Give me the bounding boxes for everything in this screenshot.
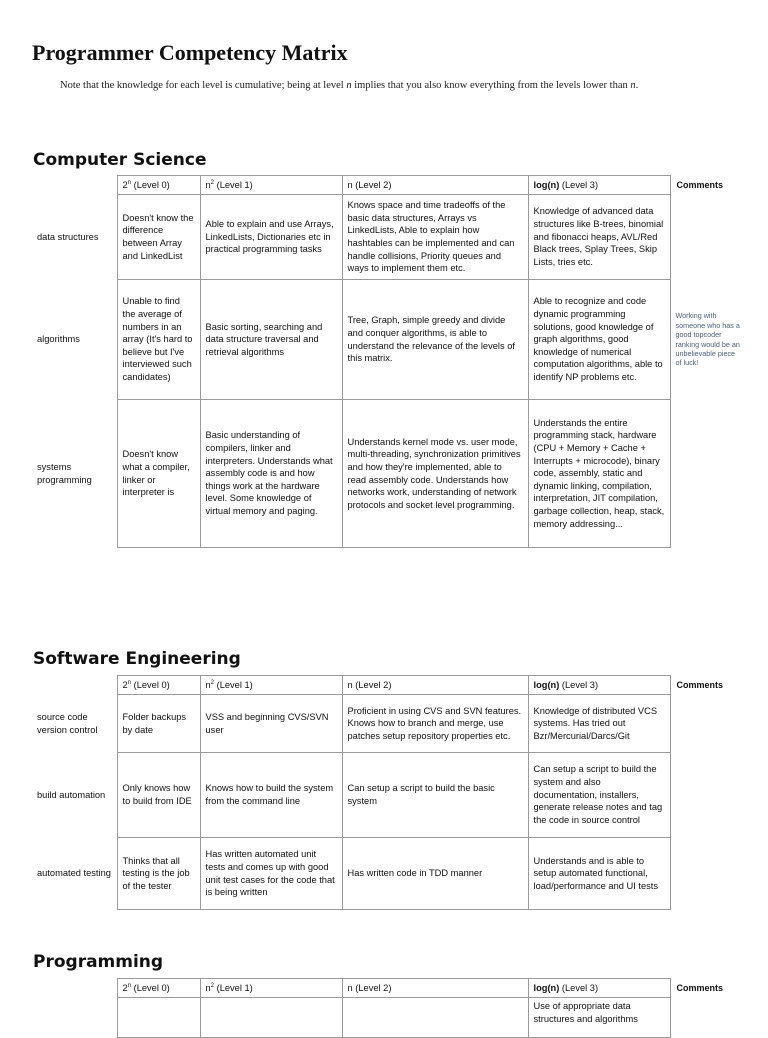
- comment-cell: [670, 998, 742, 1038]
- header-row: [33, 979, 742, 998]
- level-1-cell: [200, 998, 342, 1038]
- matrix-table-programming: [33, 978, 742, 1038]
- level-1-cell: Basic sorting, searching and data structure traversal and retrieval algorithms: [200, 280, 342, 400]
- level-0-cell: Unable to find the average of numbers in an array (It's hard to believe but I've interviewed such candidates): [117, 280, 200, 400]
- level-1-cell: Able to explain and use Arrays, LinkedLists, Dictionaries etc in practical programming tasks: [200, 195, 342, 280]
- level-2-cell: Can setup a script to build the basic system: [342, 753, 528, 838]
- header-level-3: log(n) (Level 3): [528, 676, 670, 695]
- level-2-cell: Tree, Graph, simple greedy and divide and conquer algorithms, is able to understand the relevance of the levels of this matrix.: [342, 280, 528, 400]
- level-1-cell: VSS and beginning CVS/SVN user: [200, 695, 342, 753]
- header-comments: Comments: [676, 679, 724, 690]
- header-level-2: n (Level 2): [342, 176, 528, 195]
- header-level-1: $n^2$ (Level 1): [200, 176, 342, 195]
- section-title-programming: Programming: [33, 952, 164, 972]
- matrix-table-software-engineering: [33, 675, 742, 910]
- level-3-cell: Knowledge of advanced data structures like B-trees, binomial and fibonacci heaps, AVL/Red Black trees, Splay Trees, Skip Lists, tries etc.: [528, 195, 670, 280]
- matrix-table-computer-science: [33, 175, 742, 548]
- table-row: [33, 998, 742, 1038]
- comment-cell: Working with someone who has a good topcoder ranking would be an unbelievable piece of luck!: [675, 311, 740, 368]
- level-0-cell: Only knows how to build from IDE: [117, 753, 200, 838]
- table-row: [33, 195, 742, 280]
- row-label: source code version control: [37, 711, 98, 735]
- level-0-cell: Doesn't know the difference between Array and LinkedList: [117, 195, 200, 280]
- level-2-cell: Knows space and time tradeoffs of the basic data structures, Arrays vs LinkedLists, Able to explain how hashtables can be implemented and can handle collisions, Priority queues and ways to implement them etc.: [342, 195, 528, 280]
- row-label: systems programming: [37, 461, 92, 485]
- table-row: [33, 838, 742, 910]
- table-row: [33, 280, 742, 400]
- level-3-cell: Understands the entire programming stack, hardware (CPU + Memory + Cache + Interrupts + microcode), binary code, assembly, static and dynamic linking, compilation, interpretation, JIT compilation, garbage collection, heap, stack, memory addressing...: [528, 400, 670, 548]
- level-0-cell: [117, 998, 200, 1038]
- header-comments: Comments: [676, 982, 724, 993]
- level-3-cell: Able to recognize and code dynamic programming solutions, good knowledge of graph algorithms, good knowledge of numerical computation algorithms, able to identify NP problems etc.: [528, 280, 670, 400]
- level-3-cell: Knowledge of distributed VCS systems. Has tried out Bzr/Mercurial/Darcs/Git: [528, 695, 670, 753]
- comment-cell: [670, 753, 742, 838]
- page-title: Programmer Competency Matrix: [32, 40, 348, 65]
- level-2-cell: Understands kernel mode vs. user mode, multi-threading, synchronization primitives and how they're implemented, able to read assembly code. Understands how networks work, understanding of network protocols and socket level programming.: [342, 400, 528, 548]
- header-level-3: log(n) (Level 3): [528, 979, 670, 998]
- level-1-cell: Knows how to build the system from the command line: [200, 753, 342, 838]
- level-0-cell: Thinks that all testing is the job of the tester: [117, 838, 200, 910]
- row-label: data structures: [37, 231, 99, 242]
- level-2-cell: [342, 998, 528, 1038]
- section-title-computer-science: Computer Science: [33, 150, 207, 170]
- level-3-cell: Use of appropriate data structures and algorithms: [528, 998, 670, 1038]
- header-level-2: n (Level 2): [342, 979, 528, 998]
- level-2-cell: Has written code in TDD manner: [342, 838, 528, 910]
- comment-cell: [670, 838, 742, 910]
- header-level-0: 2$^n$ (Level 0): [117, 676, 200, 695]
- header-row: [33, 176, 742, 195]
- header-level-1: $n^2$ (Level 1): [200, 676, 342, 695]
- header-level-0: 2$^n$ (Level 0): [117, 176, 200, 195]
- header-level-0: 2$^n$ (Level 0): [117, 979, 200, 998]
- header-level-2: n (Level 2): [342, 676, 528, 695]
- table-row: [33, 753, 742, 838]
- level-0-cell: Doesn't know what a compiler, linker or interpreter is: [117, 400, 200, 548]
- header-level-3: log(n) (Level 3): [528, 176, 670, 195]
- level-1-cell: Basic understanding of compilers, linker and interpreters. Understands what assembly code is and how things work at the hardware level. Some knowledge of virtual memory and paging.: [200, 400, 342, 548]
- level-1-cell: Has written automated unit tests and comes up with good unit test cases for the code that is being written: [200, 838, 342, 910]
- table-row: [33, 400, 742, 548]
- header-level-1: $n^2$ (Level 1): [200, 979, 342, 998]
- level-3-cell: Understands and is able to setup automated functional, load/performance and UI tests: [528, 838, 670, 910]
- row-label: automated testing: [37, 868, 111, 879]
- header-comments: Comments: [676, 179, 724, 190]
- intro-note: Note that the knowledge for each level is cumulative; being at level n implies that you also know everything from the levels lower than n.: [60, 80, 639, 91]
- header-row: [33, 676, 742, 695]
- level-2-cell: Proficient in using CVS and SVN features. Knows how to branch and merge, use patches setup repository properties etc.: [342, 695, 528, 753]
- comment-cell: [670, 400, 742, 548]
- row-label: build automation: [37, 789, 106, 800]
- comment-cell: [670, 695, 742, 753]
- table-row: [33, 695, 742, 753]
- row-label: algorithms: [37, 334, 80, 345]
- comment-cell: [670, 195, 742, 280]
- section-title-software-engineering: Software Engineering: [33, 649, 241, 669]
- row-label: [33, 998, 117, 1038]
- level-3-cell: Can setup a script to build the system and also documentation, installers, generate release notes and tag the code in source control: [528, 753, 670, 838]
- level-0-cell: Folder backups by date: [117, 695, 200, 753]
